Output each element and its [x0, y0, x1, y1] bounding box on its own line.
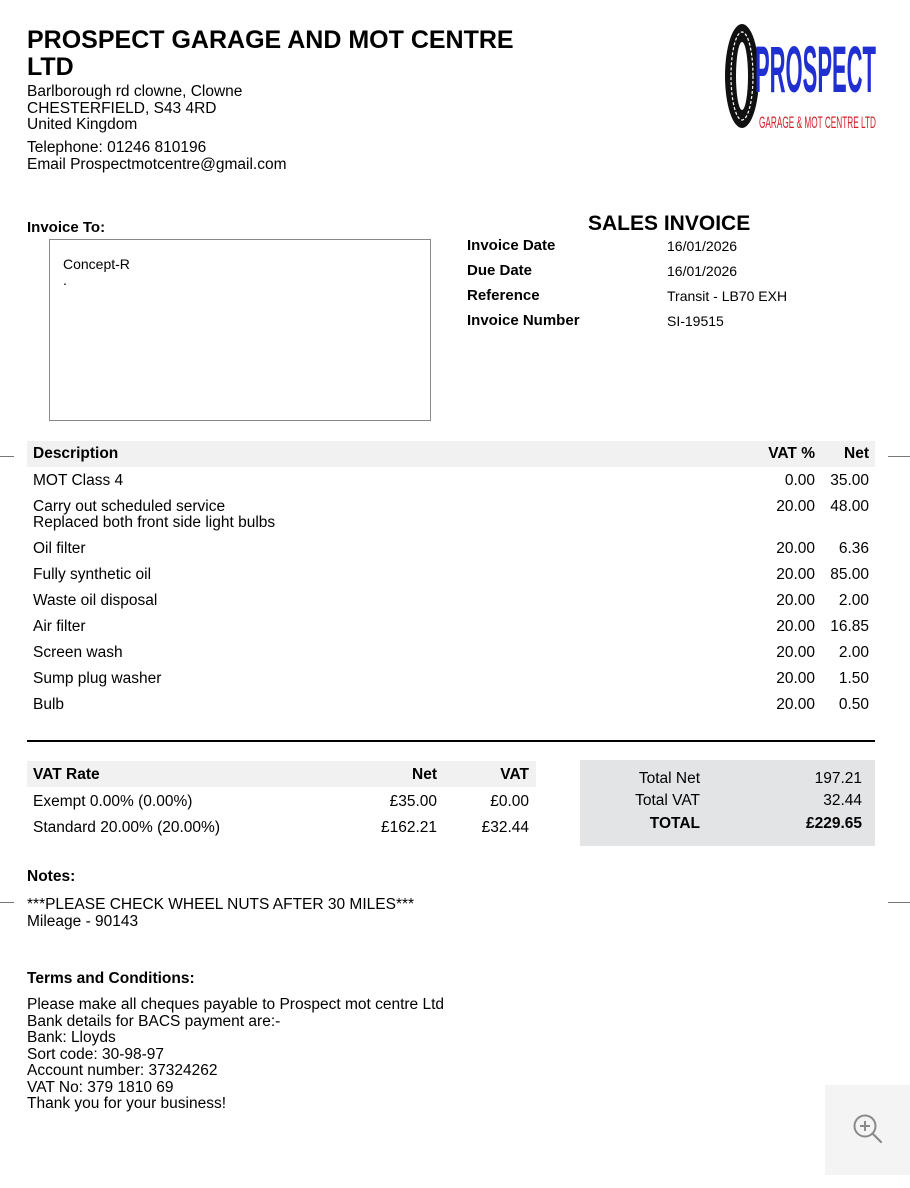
- address-line: Barlborough rd clowne, Clowne: [27, 83, 243, 100]
- address-line: United Kingdom: [27, 116, 138, 133]
- vat-net: £35.00: [389, 793, 437, 810]
- terms-line: Please make all cheques payable to Prospect mot centre Ltd: [27, 996, 445, 1013]
- terms-line: Sort code: 30-98-97: [27, 1045, 165, 1063]
- logo-graphic: [722, 20, 878, 136]
- company-contact: [27, 139, 287, 173]
- table-row: [33, 567, 869, 583]
- meta-label: Invoice Number: [467, 312, 580, 329]
- zoom-in-icon: [852, 1113, 884, 1145]
- customer-address: .: [63, 272, 67, 288]
- total-vat-value: 32.44: [823, 792, 862, 809]
- item-net: 16.85: [830, 618, 869, 635]
- item-net: 6.36: [838, 540, 869, 557]
- item-net: 35.00: [830, 472, 869, 489]
- col-vat: VAT %: [768, 445, 815, 462]
- logo-sub-text: GARAGE & MOT CENTRE LTD: [759, 113, 876, 132]
- meta-label: Reference: [467, 287, 540, 304]
- fold-mark: [888, 456, 910, 457]
- col-description: Description: [33, 445, 119, 462]
- item-vat: 20.00: [776, 498, 815, 515]
- vat-amount: £0.00: [490, 793, 529, 810]
- item-description: Waste oil disposal: [33, 592, 158, 609]
- terms-line: Thank you for your business!: [27, 1095, 227, 1112]
- terms-line: Bank: Lloyds: [27, 1029, 116, 1046]
- fold-mark: [0, 902, 14, 903]
- total-net-value: 197.21: [814, 770, 862, 787]
- notes: [27, 896, 414, 930]
- item-vat: 20.00: [776, 696, 815, 713]
- grand-total-label: TOTAL: [649, 815, 700, 832]
- table-row: [33, 593, 869, 609]
- item-description: Oil filter: [33, 540, 86, 557]
- item-description-note: Replaced both front side light bulbs: [33, 514, 276, 531]
- items-table-header: [27, 441, 875, 467]
- terms-label: Terms and Conditions:: [27, 970, 195, 987]
- meta-value: Transit - LB70 EXH: [667, 288, 788, 304]
- total-net-label: Total Net: [638, 770, 700, 787]
- zoom-in-button[interactable]: [825, 1085, 910, 1175]
- invoice-to-label: Invoice To:: [27, 219, 106, 236]
- vat-rate: Standard 20.00% (20.00%): [33, 819, 220, 836]
- note-line: ***PLEASE CHECK WHEEL NUTS AFTER 30 MILES***: [27, 896, 415, 913]
- total-vat-label: Total VAT: [635, 792, 700, 809]
- meta-value: 16/01/2026: [667, 238, 738, 254]
- item-vat: 20.00: [776, 540, 815, 557]
- item-description: Screen wash: [33, 644, 123, 661]
- meta-value: SI-19515: [667, 313, 724, 329]
- table-row: [33, 499, 869, 531]
- company-logo: [722, 20, 878, 136]
- terms-line: Account number: 37324262: [27, 1062, 218, 1079]
- item-net: 2.00: [838, 592, 869, 609]
- table-row: [33, 619, 869, 635]
- terms: [27, 997, 444, 1113]
- item-net: 0.50: [838, 696, 869, 713]
- meta-invoice-date: [467, 237, 827, 259]
- item-vat: 20.00: [776, 618, 815, 635]
- item-description: Fully synthetic oil: [33, 566, 152, 583]
- col-vat-amount: VAT: [500, 766, 529, 783]
- item-description: MOT Class 4: [33, 472, 124, 489]
- fold-mark: [0, 456, 14, 457]
- vat-summary-row: [27, 793, 536, 817]
- table-row: [33, 645, 869, 661]
- table-row: [33, 671, 869, 687]
- grand-total-value: £229.65: [805, 815, 862, 832]
- invoice-title: SALES INVOICE: [588, 212, 751, 235]
- table-row: [33, 697, 869, 713]
- address-line: CHESTERFIELD, S43 4RD: [27, 99, 217, 117]
- meta-invoice-number: [467, 312, 827, 334]
- item-vat: 0.00: [784, 472, 815, 489]
- item-description: Bulb: [33, 696, 65, 713]
- note-line: Mileage - 90143: [27, 913, 139, 930]
- meta-value: 16/01/2026: [667, 263, 738, 279]
- invoice-to-box: [49, 239, 431, 421]
- company-address: [27, 84, 242, 134]
- customer-name: Concept-R: [63, 256, 130, 272]
- item-vat: 20.00: [776, 592, 815, 609]
- item-net: 2.00: [838, 644, 869, 661]
- company-email: Email Prospectmotcentre@gmail.com: [27, 156, 287, 173]
- vat-net: £162.21: [380, 819, 437, 836]
- meta-label: Due Date: [467, 262, 533, 279]
- col-vat-rate: VAT Rate: [33, 766, 100, 783]
- vat-summary-header: [27, 761, 536, 787]
- item-description: Carry out scheduled service: [33, 498, 226, 515]
- col-net: Net: [844, 445, 869, 462]
- meta-label: Invoice Date: [467, 237, 556, 254]
- notes-label: Notes:: [27, 868, 76, 885]
- item-vat: 20.00: [776, 566, 815, 583]
- divider: [27, 740, 875, 742]
- table-row: [33, 473, 869, 489]
- item-description: Sump plug washer: [33, 670, 162, 687]
- item-net: 85.00: [830, 566, 869, 583]
- terms-line: Bank details for BACS payment are:-: [27, 1012, 281, 1030]
- company-telephone: Telephone: 01246 810196: [27, 139, 207, 156]
- item-description: Air filter: [33, 618, 86, 635]
- col-vat-net: Net: [412, 766, 437, 783]
- meta-due-date: [467, 262, 827, 284]
- item-net: 1.50: [838, 670, 869, 687]
- vat-amount: £32.44: [481, 819, 529, 836]
- table-row: [33, 541, 869, 557]
- item-net: 48.00: [830, 498, 869, 515]
- vat-rate: Exempt 0.00% (0.00%): [33, 793, 193, 810]
- item-vat: 20.00: [776, 644, 815, 661]
- vat-summary-row: [27, 819, 536, 843]
- fold-mark: [888, 902, 910, 903]
- meta-reference: [467, 287, 827, 309]
- company-name: PROSPECT GARAGE AND MOT CENTRE LTD: [27, 26, 514, 81]
- logo-main-text: PROSPECT: [755, 32, 876, 106]
- terms-line: VAT No: 379 1810 69: [27, 1078, 174, 1096]
- totals-box: [580, 760, 875, 846]
- item-vat: 20.00: [776, 670, 815, 687]
